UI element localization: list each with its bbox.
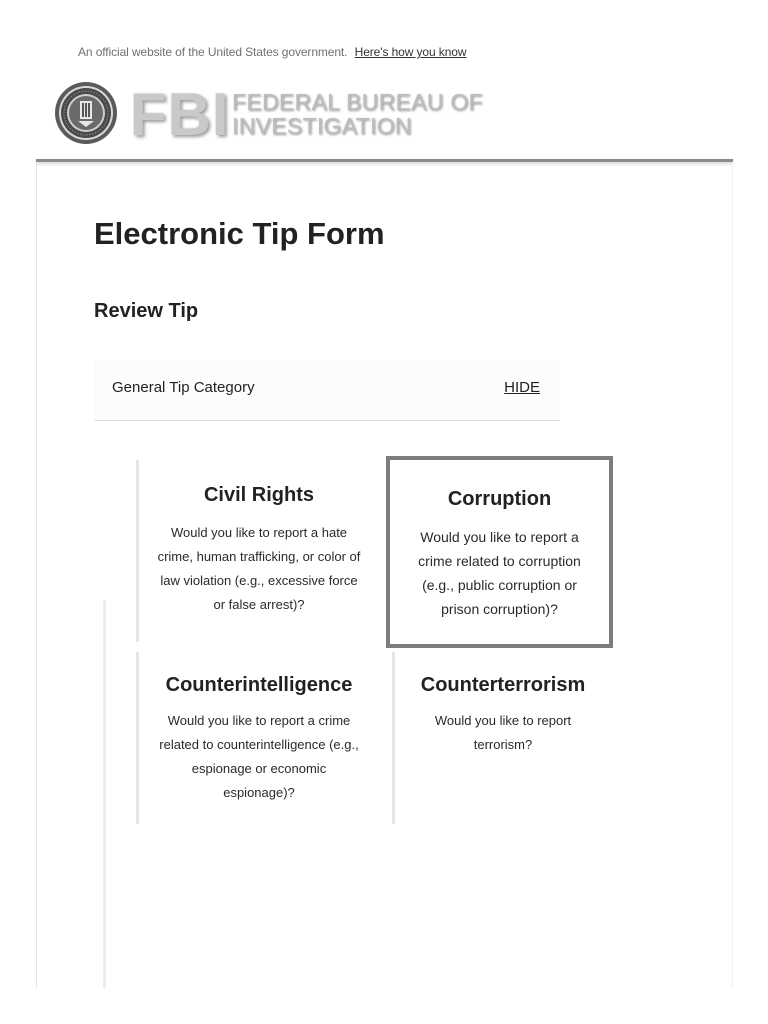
card-title: Counterterrorism [420, 674, 586, 696]
card-description: Would you like to report a hate crime, human trafficking, or color of law violation (e.g., excessive force or false arrest)? [157, 525, 361, 612]
category-card-counterterrorism[interactable] [392, 652, 611, 824]
card-title: Civil Rights [203, 484, 314, 506]
agency-name [232, 90, 483, 138]
card-description: Would you like to report a crime related to counterintelligence (e.g., espionage or economic espionage)? [159, 713, 359, 800]
agency-name-line1: FEDERAL BUREAU OF [232, 89, 483, 115]
general-tip-category-bar [94, 360, 560, 421]
page-title: Electronic Tip Form [94, 216, 385, 251]
fbi-logo-letters: FBI [130, 81, 230, 148]
hide-link[interactable]: HIDE [504, 379, 540, 396]
general-tip-category-label: General Tip Category [112, 379, 255, 396]
fbi-seal-icon [54, 81, 118, 145]
category-card-corruption[interactable] [386, 456, 613, 648]
card-title: Corruption [447, 488, 552, 510]
header-divider [36, 159, 733, 162]
inner-left-border [103, 600, 106, 988]
section-title: Review Tip [94, 300, 199, 322]
category-card-civil-rights[interactable] [136, 460, 379, 642]
category-card-counterintelligence[interactable] [136, 652, 379, 824]
gov-banner [78, 45, 466, 59]
agency-name-line2: INVESTIGATION [232, 113, 412, 139]
site-header[interactable] [54, 78, 494, 152]
gov-banner-text: An official website of the United States government. [78, 45, 348, 59]
heres-how-you-know-link[interactable]: Here's how you know [354, 45, 467, 59]
content-right-border [732, 162, 733, 988]
card-title: Counterintelligence [165, 674, 353, 696]
content-left-border [36, 162, 37, 988]
card-description: Would you like to report terrorism? [434, 713, 572, 752]
card-description: Would you like to report a crime related to corruption (e.g., public corruption or prison corruption)? [418, 529, 581, 617]
